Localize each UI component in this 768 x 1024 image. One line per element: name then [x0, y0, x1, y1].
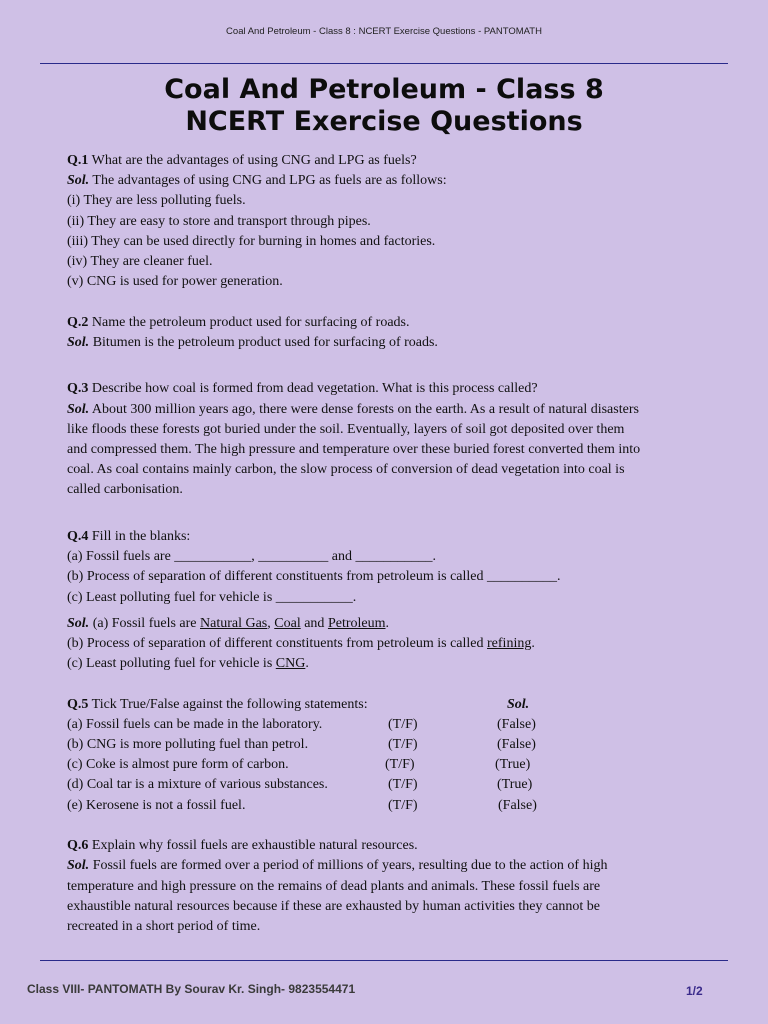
tf-row: (d) Coal tar is a mixture of various substances. (T/F) (True) [67, 777, 533, 793]
tf-row: (c) Coke is almost pure form of carbon. (T/F) (True) [67, 757, 531, 773]
q2-answer: Sol. Bitumen is the petroleum product used for surfacing of roads. [67, 334, 438, 350]
q3-answer-line: like floods these forests got buried under the soil. Eventually, layers of soil got deposited over them [67, 421, 625, 437]
q4-blank: (b) Process of separation of different constituents from petroleum is called __________. [67, 569, 561, 585]
footer-rule [40, 960, 728, 961]
q3-answer-line: Sol. About 300 million years ago, there were dense forests on the earth. As a result of natural disasters [67, 401, 639, 417]
page-title [0, 74, 768, 138]
q1-point: (iii) They can be used directly for burning in homes and factories. [67, 233, 436, 249]
q4-blank: (c) Least polluting fuel for vehicle is ___________. [67, 589, 357, 605]
header-rule [40, 63, 728, 64]
q4-question: Q.4 Fill in the blanks: [67, 528, 191, 544]
q6-answer-line: recreated in a short period of time. [67, 918, 261, 934]
q4-answer-b: (b) Process of separation of different constituents from petroleum is called refining. [67, 635, 535, 651]
q4-answer-c: (c) Least polluting fuel for vehicle is CNG. [67, 656, 309, 672]
footer-author: Class VIII- PANTOMATH By Sourav Kr. Singh- 9823554471 [27, 982, 356, 996]
tf-row: (a) Fossil fuels can be made in the laboratory. (T/F) (False) [67, 716, 536, 732]
q1-point: (iv) They are cleaner fuel. [67, 253, 213, 269]
q3-answer-line: coal. As coal contains mainly carbon, the slow process of conversion of dead vegetation into coal is [67, 462, 625, 478]
q5-question: Q.5 Tick True/False against the following statements: Sol. [67, 695, 717, 715]
q6-answer-line: Sol. Fossil fuels are formed over a period of millions of years, resulting due to the action of high [67, 858, 608, 874]
q1-question: Q.1 What are the advantages of using CNG and LPG as fuels? [67, 153, 417, 168]
q3-question: Q.3 Describe how coal is formed from dead vegetation. What is this process called? [67, 381, 538, 397]
q1-point: (ii) They are easy to store and transport through pipes. [67, 213, 371, 229]
q2-question: Q.2 Name the petroleum product used for surfacing of roads. [67, 314, 410, 330]
q4-blank: (a) Fossil fuels are ___________, __________ and ___________. [67, 549, 437, 565]
title-line-2: NCERT Exercise Questions [185, 106, 583, 137]
q3-answer-line: and compressed them. The high pressure and temperature over these buried forest converted them into [67, 442, 641, 458]
q6-answer-line: temperature and high pressure on the remains of dead plants and animals. These fossil fuels are [67, 878, 601, 894]
title-line-1: Coal And Petroleum - Class 8 [164, 74, 604, 105]
q6-question: Q.6 Explain why fossil fuels are exhaustible natural resources. [67, 838, 418, 854]
q3-answer-line: called carbonisation. [67, 482, 183, 498]
q1-answer: Sol. The advantages of using CNG and LPG as fuels are as follows: [67, 173, 447, 189]
document-body [67, 151, 717, 937]
page-number: 1/2 [686, 984, 703, 998]
q1-point: (v) CNG is used for power generation. [67, 274, 283, 290]
tf-row: (e) Kerosene is not a fossil fuel. (T/F) (False) [67, 797, 537, 813]
q5-sol-header: Sol. [507, 696, 530, 712]
q4-answer-a: Sol. (a) Fossil fuels are Natural Gas, Coal and Petroleum. [67, 615, 389, 631]
q1-point: (i) They are less polluting fuels. [67, 193, 246, 209]
tf-row: (b) CNG is more polluting fuel than petrol. (T/F) (False) [67, 737, 536, 753]
running-header: Coal And Petroleum - Class 8 : NCERT Exercise Questions - PANTOMATH [226, 26, 542, 37]
q6-answer-line: exhaustible natural resources because if these are exhausted by human activities they cannot be [67, 898, 600, 914]
